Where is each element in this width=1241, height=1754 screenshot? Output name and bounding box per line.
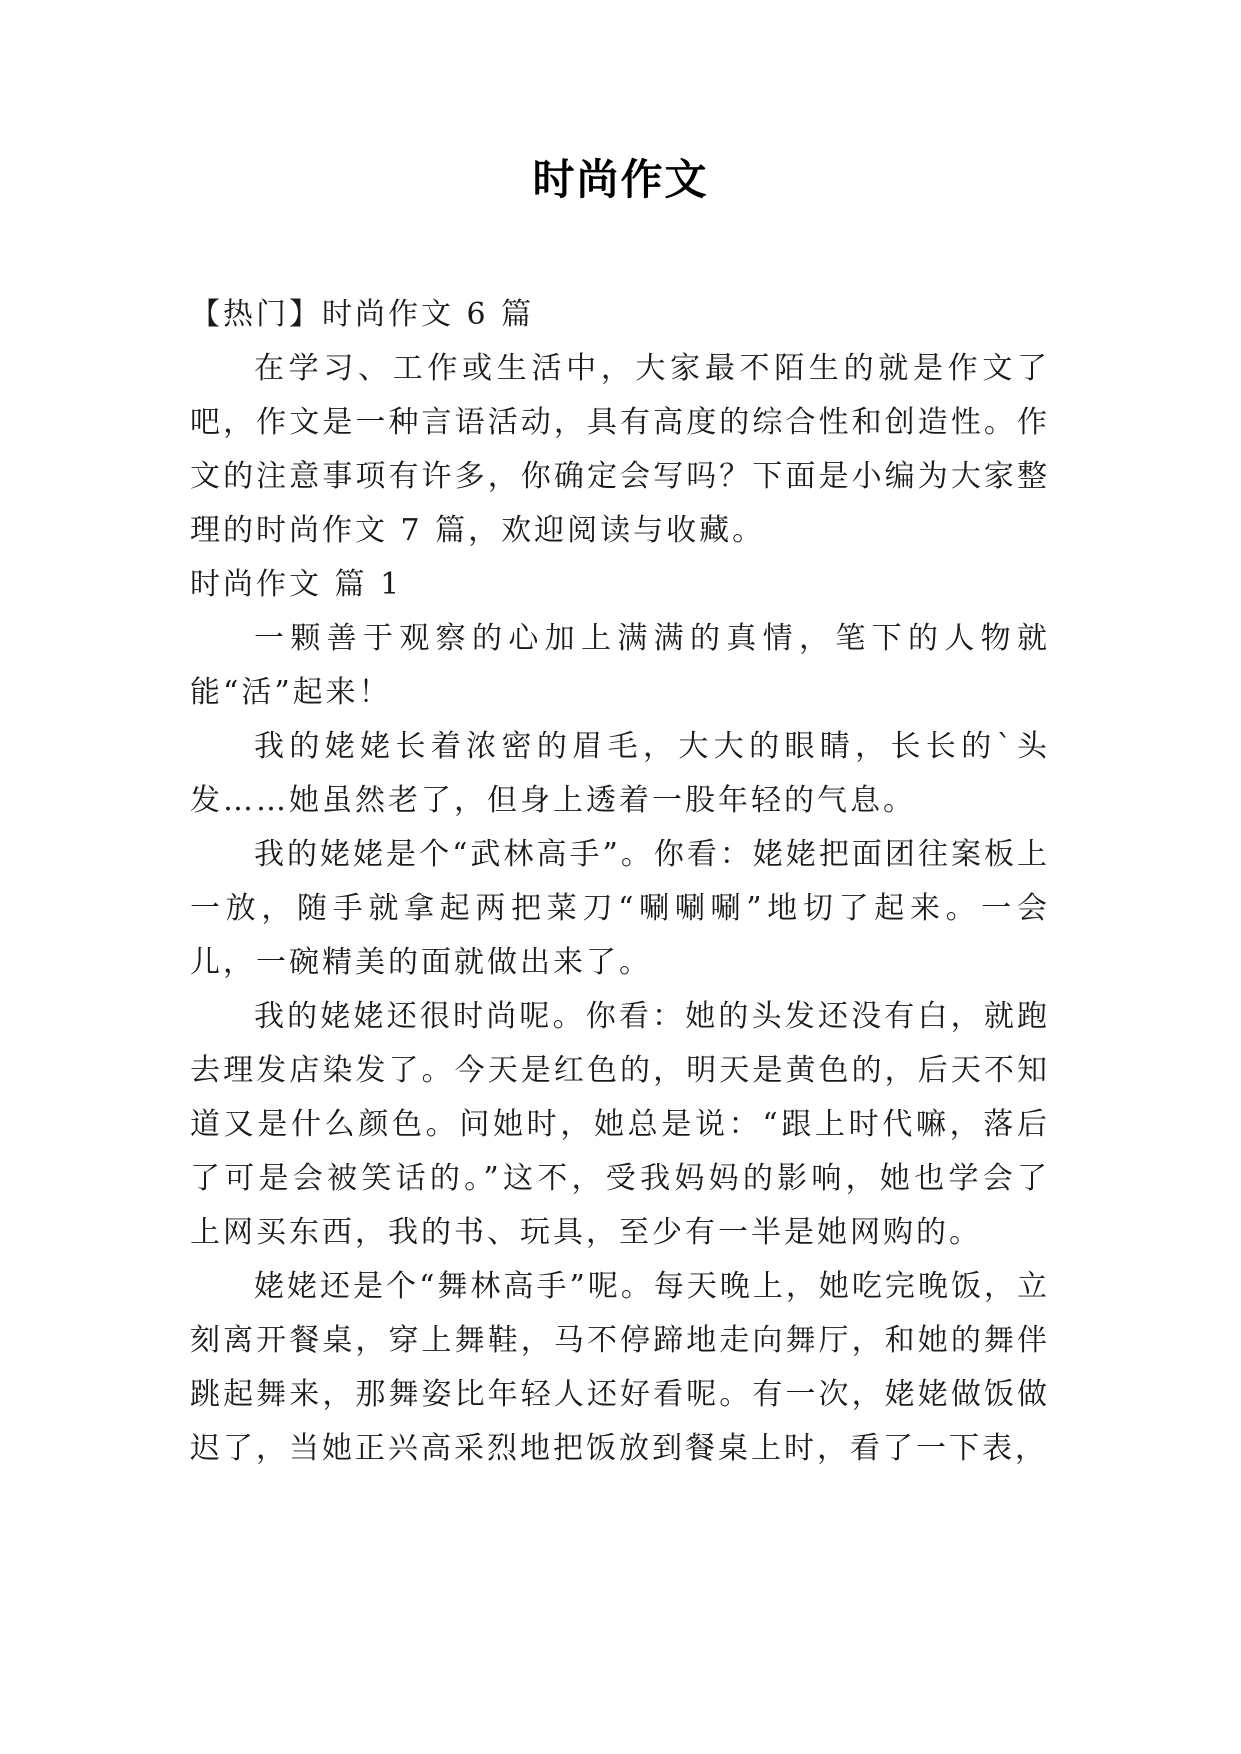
paragraph: 我的姥姥还很时尚呢。你看：她的头发还没有白，就跑去理发店染发了。今天是红色的，明天是黄色的，后天不知道又是什么颜色。问她时，她总是说：“跟上时代嘛，落后了可是会被笑话的。”这不，受我妈妈的影响，她也学会了上网买东西，我的书、玩具，至少有一半是她网购的。: [190, 999, 1050, 1250]
heading-line: 【热门】时尚作文 6 篇: [190, 297, 535, 332]
section-heading: 时尚作文 篇 1: [190, 567, 403, 602]
paragraph: 姥姥还是个“舞林高手”呢。每天晚上，她吃完晚饭，立刻离开餐桌，穿上舞鞋，马不停蹄地走向舞厅，和她的舞伴跳起舞来，那舞姿比年轻人还好看呢。有一次，姥姥做饭做迟了，当她正兴高采烈地把饭放到餐桌上时，看了一下表，: [190, 1269, 1050, 1466]
document-body: [190, 288, 1050, 1476]
paragraph: 一颗善于观察的心加上满满的真情，笔下的人物就能“活”起来！: [190, 621, 1050, 710]
document-title: 时尚作文: [532, 155, 709, 204]
paragraph: 我的姥姥是个“武林高手”。你看：姥姥把面团往案板上一放，随手就拿起两把菜刀“唰唰唰”地切了起来。一会儿，一碗精美的面就做出来了。: [190, 837, 1050, 980]
intro-paragraph: 在学习、工作或生活中，大家最不陌生的就是作文了吧，作文是一种言语活动，具有高度的综合性和创造性。作文的注意事项有许多，你确定会写吗？下面是小编为大家整理的时尚作文 7 篇，欢迎阅读与收藏。: [190, 351, 1050, 548]
paragraph: 我的姥姥长着浓密的眉毛，大大的眼睛，长长的`头发……她虽然老了，但身上透着一股年轻的气息。: [190, 729, 1050, 818]
